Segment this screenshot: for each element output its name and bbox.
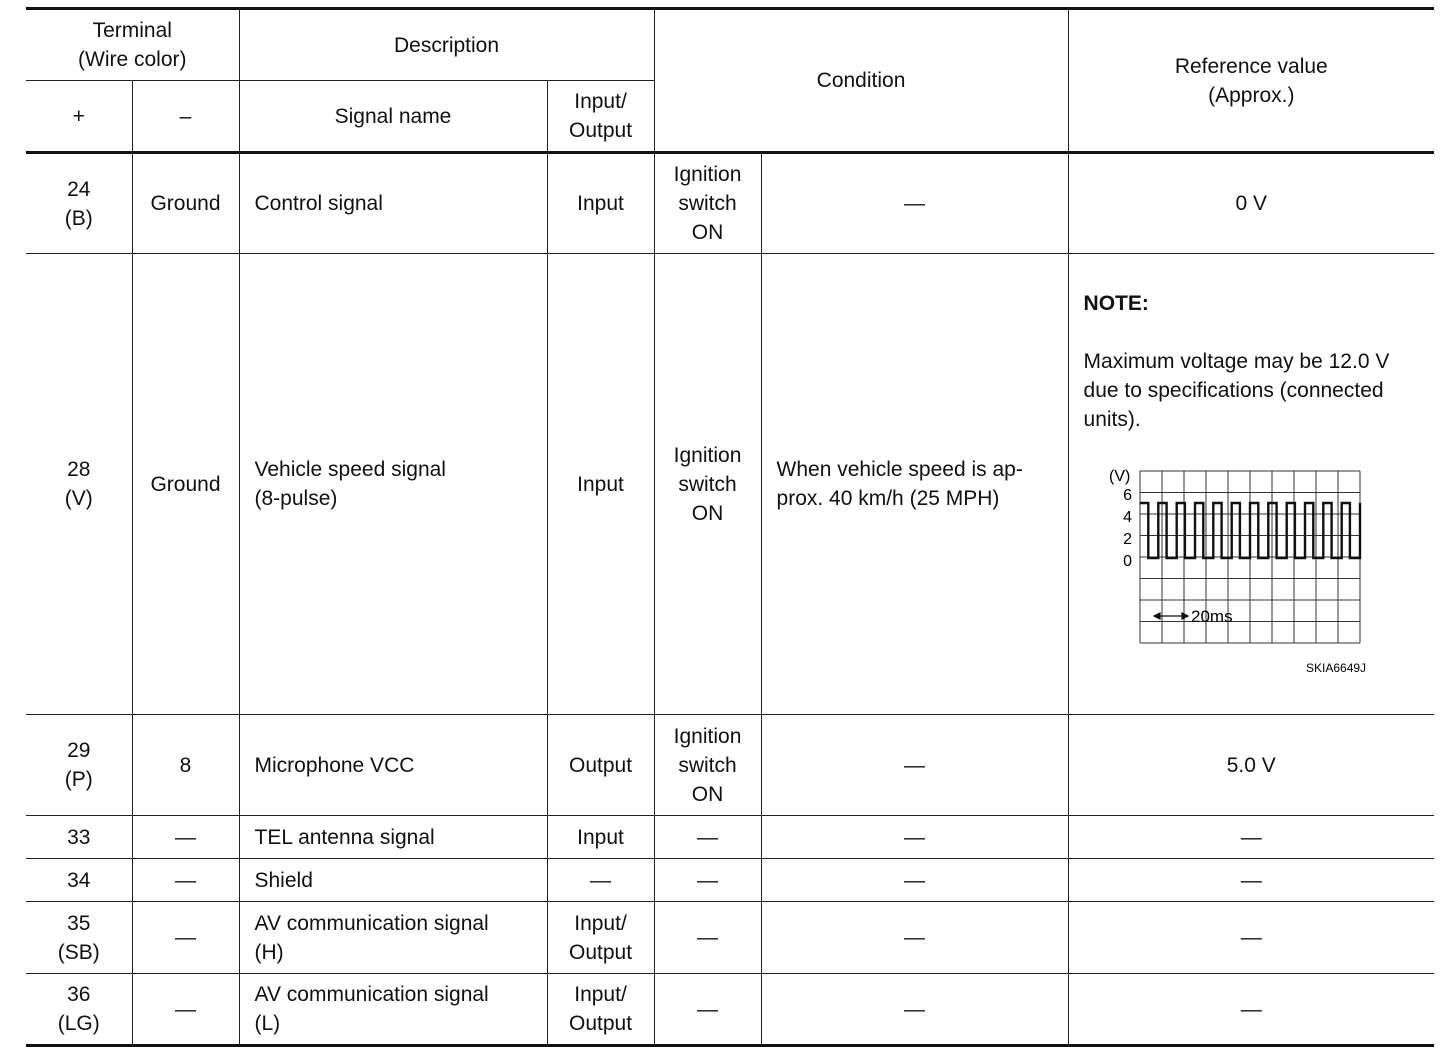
terminal-plus: 36 (LG) bbox=[26, 974, 132, 1046]
table-row bbox=[26, 859, 1434, 902]
condition: — bbox=[761, 715, 1068, 816]
table-row bbox=[26, 715, 1434, 816]
waveform-unit-label: (V) bbox=[1108, 468, 1130, 485]
condition: When vehicle speed is ap- prox. 40 km/h (25 MPH) bbox=[761, 254, 1068, 715]
header-signal-name: Signal name bbox=[239, 81, 547, 153]
terminal-minus: 8 bbox=[132, 715, 239, 816]
ignition-state: — bbox=[654, 902, 761, 974]
reference-value: 5.0 V bbox=[1068, 715, 1434, 816]
terminal-plus: 28 (V) bbox=[26, 254, 132, 715]
time-division-arrow bbox=[1154, 613, 1188, 619]
reference-value: — bbox=[1068, 902, 1434, 974]
terminal-plus: 33 bbox=[26, 816, 132, 859]
header-plus: + bbox=[26, 81, 132, 153]
terminal-minus: Ground bbox=[132, 153, 239, 254]
terminal-plus: 29 (P) bbox=[26, 715, 132, 816]
waveform-trace bbox=[1140, 503, 1360, 558]
header-minus: – bbox=[132, 81, 239, 153]
table-row bbox=[26, 902, 1434, 974]
header-condition: Condition bbox=[654, 9, 1068, 153]
terminal-plus: 34 bbox=[26, 859, 132, 902]
note-heading: NOTE: bbox=[1083, 292, 1149, 315]
ignition-state: — bbox=[654, 974, 761, 1046]
reference-value: — bbox=[1068, 859, 1434, 902]
table-row bbox=[26, 974, 1434, 1046]
input-output: Input/ Output bbox=[547, 902, 654, 974]
signal-name: Control signal bbox=[239, 153, 547, 254]
condition: — bbox=[761, 974, 1068, 1046]
waveform-y-tick: 6 bbox=[1122, 487, 1132, 504]
input-output: — bbox=[547, 859, 654, 902]
input-output: Input bbox=[547, 254, 654, 715]
condition: — bbox=[761, 859, 1068, 902]
terminal-minus: — bbox=[132, 902, 239, 974]
figure-code: SKIA6649J bbox=[1305, 661, 1366, 675]
input-output: Input bbox=[547, 153, 654, 254]
terminal-plus: 35 (SB) bbox=[26, 902, 132, 974]
signal-name: Microphone VCC bbox=[239, 715, 547, 816]
signal-name: Shield bbox=[239, 859, 547, 902]
ignition-state: — bbox=[654, 816, 761, 859]
reference-value: — bbox=[1068, 974, 1434, 1046]
vehicle-speed-waveform bbox=[1084, 467, 1414, 675]
terminal-minus: Ground bbox=[132, 254, 239, 715]
input-output: Input/ Output bbox=[547, 974, 654, 1046]
signal-name: AV communication signal (H) bbox=[239, 902, 547, 974]
terminal-plus: 24 (B) bbox=[26, 153, 132, 254]
ignition-state: — bbox=[654, 859, 761, 902]
waveform-y-tick: 2 bbox=[1122, 531, 1132, 548]
reference-note-cell bbox=[1068, 254, 1434, 715]
input-output: Input bbox=[547, 816, 654, 859]
condition: — bbox=[761, 153, 1068, 254]
signal-name: AV communication signal (L) bbox=[239, 974, 547, 1046]
condition: — bbox=[761, 816, 1068, 859]
table-row bbox=[26, 816, 1434, 859]
ignition-state: Ignition switch ON bbox=[654, 715, 761, 816]
waveform-y-tick: 0 bbox=[1122, 553, 1132, 570]
terminal-minus: — bbox=[132, 859, 239, 902]
header-terminal: Terminal (Wire color) bbox=[26, 9, 239, 81]
time-division-label: 20ms bbox=[1190, 607, 1233, 626]
header-reference-value: Reference value (Approx.) bbox=[1068, 9, 1434, 153]
signal-name: Vehicle speed signal (8-pulse) bbox=[239, 254, 547, 715]
terminal-spec-table bbox=[26, 7, 1434, 1047]
table-row bbox=[26, 153, 1434, 254]
header-description: Description bbox=[239, 9, 654, 81]
note-text: Maximum voltage may be 12.0 V due to specifications (connected units). bbox=[1083, 350, 1390, 431]
reference-value: — bbox=[1068, 816, 1434, 859]
ignition-state: Ignition switch ON bbox=[654, 153, 761, 254]
waveform-y-tick: 4 bbox=[1122, 509, 1132, 526]
table-row bbox=[26, 254, 1434, 715]
terminal-minus: — bbox=[132, 816, 239, 859]
ignition-state: Ignition switch ON bbox=[654, 254, 761, 715]
condition: — bbox=[761, 902, 1068, 974]
header-input-output: Input/ Output bbox=[547, 81, 654, 153]
terminal-minus: — bbox=[132, 974, 239, 1046]
reference-value: 0 V bbox=[1068, 153, 1434, 254]
signal-name: TEL antenna signal bbox=[239, 816, 547, 859]
input-output: Output bbox=[547, 715, 654, 816]
